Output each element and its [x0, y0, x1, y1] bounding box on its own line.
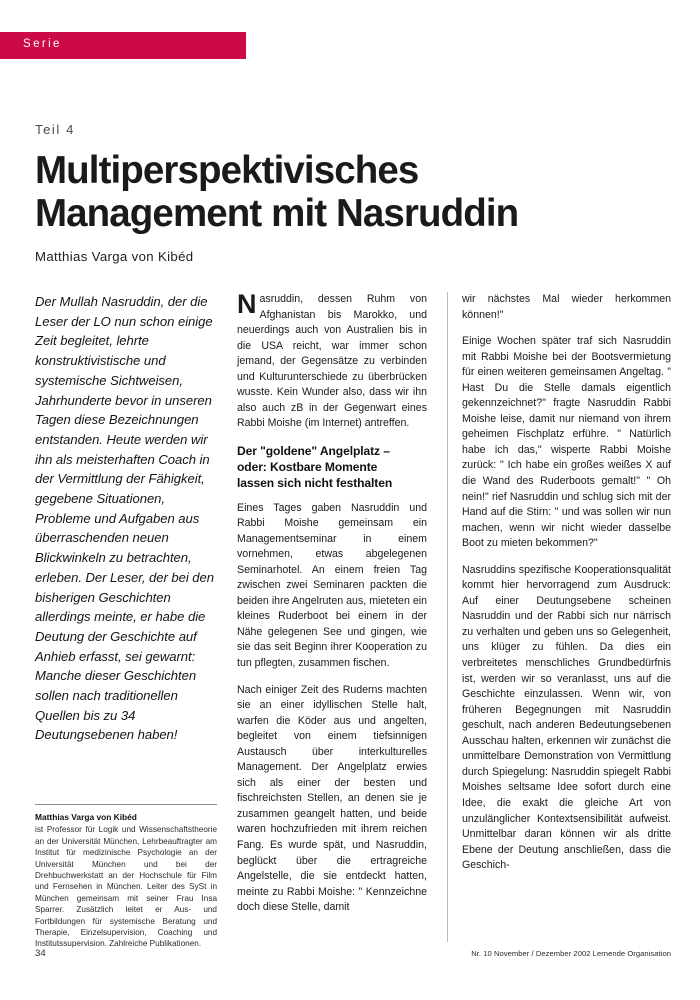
drop-cap: N — [237, 289, 257, 319]
paragraph-story-3: Einige Wochen später traf sich Nasruddin mit Rabbi Moishe bei der Bootsvermietung für einen weiteren gemeinsamen Angeltag. " Hast Du die Stelle damals eigentlich gekennzeichnet?" fragte Nasruddin Rabbi Moishe leise, damit nur niemand von ihrem geheimen Fischplatz erführe. " Natürlich habe ich das," wisperte Rabbi Moishe zurück: " Ich habe ein großes weißes X auf die Wand des Ruderboots gemalt!" " Oh nein!" rief Nasruddin und schlug sich mit der Hand auf die Stirn: " und was sollen wir nun machen, wenn wir nicht wieder dasselbe Boot zu mieten bekommen?" — [462, 335, 671, 550]
subheading-line-3: lassen sich nicht festhalten — [237, 476, 393, 491]
paragraph-intro — [237, 289, 427, 432]
part-label: Teil 4 — [35, 122, 75, 137]
column-two — [237, 289, 447, 942]
paragraph-intro-text: asruddin, dessen Ruhm von Afghanistan bis Marokko, und neuerdings auch von Australien bis in die USA reicht, war immer schon jemand, der Gegensätze zu verbinden und Kulturunterschiede zu überbrücken wusste. Kein Wunder also, dass wir ihn also auch zB in der Gegenwart eines Rabbi Moishe (im Internet) antreffen. — [237, 293, 427, 430]
subheading-line-2: oder: Kostbare Momente — [237, 460, 378, 475]
page-footer — [35, 948, 671, 959]
author-bio — [35, 804, 217, 950]
page-number: 34 — [35, 948, 46, 959]
column-three — [447, 292, 671, 942]
column-lead — [35, 292, 237, 949]
headline-line-1: Multiperspektivisches — [35, 149, 419, 192]
headline-line-2: Management mit Nasruddin — [35, 192, 519, 235]
subheading-line-1: Der "goldene" Angelplatz – — [237, 443, 390, 458]
bio-author-description: ist Professor für Logik und Wissenschaftstheorie an der Universität München, Lehrbeauftragter am Institut für medizinische Psychologie an der Universität München und bei der Drehbuchwerkstatt an der Hochschule für Film und Fernsehen in München. Leiter des SySt in München gemeinsam mit seiner Frau Insa Sparrer. Zusätzlich leitet er Aus- und Fortbildungen für systemische Beratung und Therapie, Einzelsupervision, Coaching und Institutssupervision. Zahlreiche Publikationen. — [35, 825, 217, 949]
page-title — [35, 149, 671, 235]
paragraph-continuation: wir nächstes Mal wieder herkommen können!" — [462, 293, 671, 321]
section-subheading — [237, 443, 427, 492]
bio-divider — [35, 804, 217, 805]
lead-paragraph: Der Mullah Nasruddin, der die Leser der LO nun schon einige Zeit begleitet, lehrte konstruktivistische und systemische Sichtweisen, Jahrhunderte bevor in unseren Tagen diese Bezeichnungen entstanden. Heute werden wir ihn als meisterhaften Coach in der Vermittlung der Fähigkeit, gegebene Situationen, Probleme und Aufgaben aus überraschenden neuen Blickwinkeln zu betrachten, erleben. Der Leser, der bei den bisherigen Geschichten allerdings meinte, er habe die Deutung der Geschichte auf Anhieb erfasst, sei gewarnt: Manche dieser Geschichten sollen nach traditionellen Quellen bis zu 34 Deutungsebenen haben! — [35, 294, 214, 743]
paragraph-analysis: Nasruddins spezifische Kooperationsqualität kommt hier hervorragend zum Ausdruck: Auf einer Deutungsebene scheinen Nasruddin und der Rabbi sich nur närrisch zu verhalten und geben uns so Gelegenheit, uns klüger zu fühlen. Da dies ein verbreitetes menschliches Grundbedürfnis ist, werden wir so veranlasst, uns auf die Geschichte einzulassen. Wenn wir, von früheren Begegnungen mit Nasruddin geschult, nach anderen Bedeutungsebenen Ausschau halten, erkennen wir zunächst die unmittelbare Demonstration von Vermittlung durch Spiegelung: Nasruddin spiegelt Rabbi Moishes seltsame Idee sofort durch eine Idee, die exakt die gleiche Art von unzulänglicher Kontextsensibilität aufweist. Unmittelbar daran können wir als dritte Ebene der Deutung anschließen, dass die Geschich- — [462, 563, 671, 872]
article-body — [35, 289, 671, 949]
series-banner-label: Serie — [23, 38, 62, 50]
masthead — [35, 122, 671, 264]
paragraph-story-1: Eines Tages gaben Nasruddin und Rabbi Moishe gemeinsam ein Managementseminar in einem vornehmen, etwas abgelegenen Seminarhotel. An einem freien Tag zwischen zwei Seminaren packten die beiden ihre Angelruten aus, mieteten ein kleines Ruderboot bei einem in der Nähe gelegenen See und gingen, wie sie das seit Beginn ihrer Kooperation zu tun pflegten, zusammen fischen. — [237, 501, 427, 669]
byline: Matthias Varga von Kibéd — [35, 249, 194, 264]
series-banner — [0, 32, 246, 59]
bio-author-name: Matthias Varga von Kibéd — [35, 812, 137, 822]
paragraph-story-2: Nach einiger Zeit des Ruderns machten sie an einer idyllischen Stelle halt, warfen die Köder aus und angelten, begleitet von einem tiefsinnigen Austausch über interkulturelles Management. Der Angelplatz erwies sich als einer der besten und fischreichsten Stellen, an denen sie je zusammen geangelt hatten, und beide waren hochzufrieden mit ihrem reichen Fang. Es wurde spät, und Nasruddin, beglückt über die ertragreiche Angelstelle, die sie entdeckt hatten, meinte zu Rabbi Moishe: " Kennzeichne doch diese Stelle, damit — [237, 683, 427, 914]
issue-line: Nr. 10 November / Dezember 2002 Lernende Organisation — [471, 949, 671, 958]
